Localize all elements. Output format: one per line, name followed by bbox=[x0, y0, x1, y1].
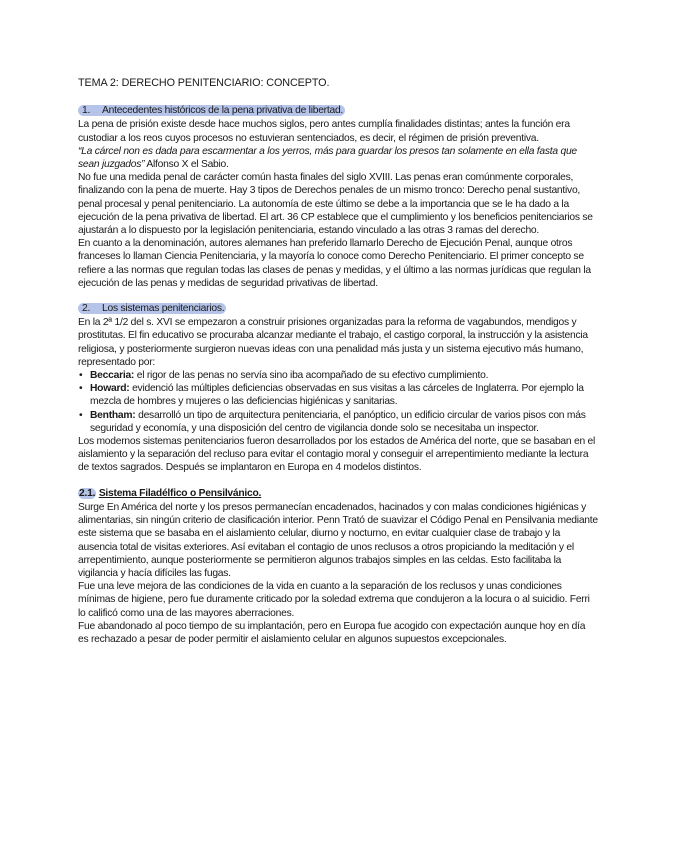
bullet-text: evidenció las múltiples deficiencias observadas en sus visitas a las cárceles de Inglaterra. Por ejemplo la mezcla de hombres y mujeres o las deficiencias higiénicas y sanitarias. bbox=[90, 383, 584, 408]
section-2-title: Los sistemas penitenciarios. bbox=[102, 303, 225, 315]
section-1-highlight bbox=[78, 105, 345, 116]
bullet-term: Bentham: bbox=[90, 409, 136, 421]
list-item-howard bbox=[78, 382, 598, 408]
document-body bbox=[78, 77, 598, 646]
section-2-number: 2. bbox=[82, 303, 91, 315]
section-1-paragraph-1: La pena de prisión existe desde hace muchos siglos, pero antes cumplía finalidades distintas; antes la función era custodiar a los reos cuyos procesos no estuvieran sentenciados, es decir, el régimen de prisión preventiva. bbox=[78, 119, 570, 144]
bullet-term: Beccaria: bbox=[90, 370, 135, 382]
section-2-paragraph-2: Los modernos sistemas penitenciarios fueron desarrollados por los estados de América del norte, que se basaban en el aislamiento y la separación del recluso para evitar el contagio moral y conseguir el arrepentimiento mediante la lectura de textos sagrados. Después se implantaron en Europa en 4 modelos distintos. bbox=[78, 436, 596, 474]
subsection-paragraph-1: Surge En América del norte y los presos permanecían encadenados, hacinados y con malas condiciones higiénicas y alimentarias, sin ningún criterio de clasificación interior. Penn Trató de suavizar el Código Penal en Pensilvania mediante este sistema que se basaba en el aislamiento celular, diurno y nocturno, en evitar cualquier clase de trabajo y la ausencia total de visitas exteriores. Así evitaban el contagio de unos reclusos a otros propiciando la meditación y el arrepentimiento, aunque posteriormente se permitieron algunos trabajos simples en las celdas. Esto facilitaba la vigilancia y hacía difíciles las fugas. bbox=[78, 501, 598, 579]
section-2-heading bbox=[78, 302, 598, 315]
section-1-quote: “La cárcel non es dada para escarmentar a los yerros, más para guardar los presos tan solamente en ella fasta que sean juzgados” bbox=[78, 145, 577, 171]
spacer bbox=[78, 290, 598, 302]
section-1-paragraph-3: En cuanto a la denominación, autores alemanes han preferido llamarlo Derecho de Ejecución Penal, aunque otros franceses lo llaman Ciencia Penitenciaria, y la mayoría lo conoce como Derecho Penitenciario. El primer concepto se refiere a las normas que regulan todas las clases de penas y medidas, y el último a las normas jurídicas que regulan la ejecución de las penas y medidas de seguridad privativas de libertad. bbox=[78, 238, 591, 289]
section-1-quote-paragraph bbox=[78, 145, 598, 171]
spacer bbox=[78, 475, 598, 487]
subsection-paragraph-2: Fue una leve mejora de las condiciones de la vida en cuanto a la separación de los reclusos y unas condiciones mínimas de higiene, pero fue duramente criticado por la soledad extrema que condujeron a la locura o al suicidio. Ferri lo calificó como una de las mayores aberraciones. bbox=[78, 581, 590, 619]
bullet-text: desarrolló un tipo de arquitectura penitenciaria, el panóptico, un edificio circular de varios pisos con más seguridad y economía, y una disposición del centro de vigilancia donde solo se necesitaba un inspector. bbox=[90, 409, 586, 434]
section-1-quote-author: Alfonso X el Sabio. bbox=[144, 159, 229, 171]
section-2-paragraph-1: En la 2ª 1/2 del s. XVI se empezaron a construir prisiones organizadas para la reforma de vagabundos, mendigos y prostitutas. El fin educativo se procuraba alcanzar mediante el trabajo, el castigo corporal, la instrucción y la asistencia religiosa, y posteriormente surgieron nuevas ideas con una penalidad más justa y un sistema ejecutivo más humano, representado por: bbox=[78, 317, 588, 368]
section-1-paragraph-2: No fue una medida penal de carácter común hasta finales del siglo XVIII. Las penas eran comúnmente corporales, finalizando con la pena de muerte. Hay 3 tipos de Derechos penales de un mismo tronco: Derecho penal sustantivo, penal procesal y penal penitenciario. La autonomía de este último se debe a la importancia que se le ha dado a la ejecución de la pena privativa de libertad. El art. 36 CP establece que el cumplimiento y los beneficios penitenciarios se ajustarán a lo dispuesto por la legislación penitenciaria, estando vinculado a las otras 3 ramas del derecho. bbox=[78, 172, 593, 237]
document-title: TEMA 2: DERECHO PENITENCIARIO: CONCEPTO. bbox=[78, 77, 330, 89]
list-item-bentham bbox=[78, 409, 598, 435]
list-item-beccaria bbox=[78, 369, 598, 382]
subsection-paragraph-3: Fue abandonado al poco tiempo de su implantación, pero en Europa fue acogido con expectación aunque hoy en día es rechazado a pesar de poder permitir el aislamiento celular en algunos supuestos excepcionales. bbox=[78, 620, 586, 645]
subsection-number: 2.1. bbox=[79, 487, 96, 499]
section-2-highlight bbox=[78, 303, 226, 314]
section-1-number: 1. bbox=[82, 105, 91, 117]
subsection-title: Sistema Filadélfico o Pensilvánico. bbox=[98, 487, 262, 499]
bullet-term: Howard: bbox=[90, 383, 130, 395]
thinkers-list bbox=[78, 369, 598, 435]
subsection-heading bbox=[78, 487, 598, 500]
section-1-heading bbox=[78, 104, 598, 117]
bullet-text: el rigor de las penas no servía sino iba acompañado de su efectivo cumplimiento. bbox=[134, 370, 489, 382]
section-1-title: Antecedentes históricos de la pena privativa de libertad. bbox=[102, 105, 344, 117]
